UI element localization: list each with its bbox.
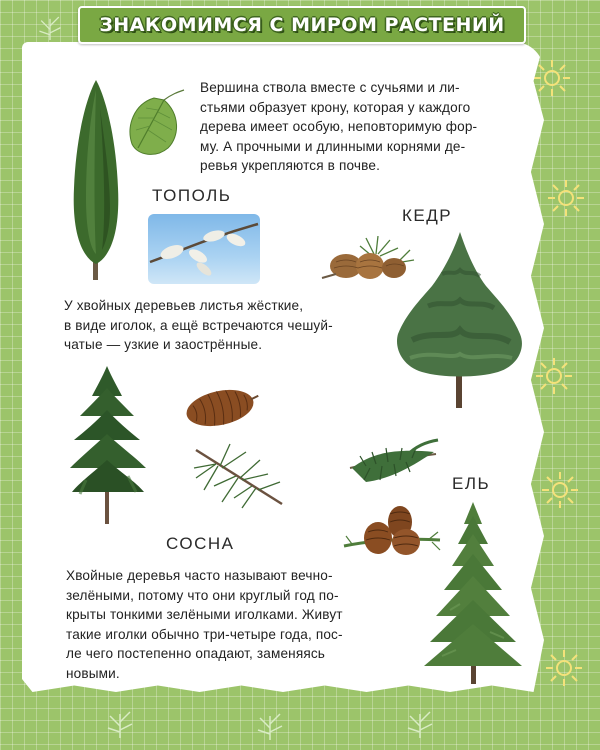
text-line: му. А прочными и длинными корнями де- — [200, 138, 466, 154]
pine-label: СОСНА — [166, 534, 235, 553]
text-line: ле чего постепенно опадают, заменяясь — [66, 646, 326, 661]
spruce-tree-icon — [420, 500, 526, 686]
grass-sprig-decoration-icon — [100, 704, 140, 738]
text-line: стьями образует крону, которая у каждого — [200, 99, 471, 115]
sun-decoration-icon — [540, 470, 580, 510]
pine-tree-icon — [66, 364, 150, 528]
crown-paragraph — [200, 78, 477, 176]
text-line: крыты тонкими зелёными иголками. Живут — [66, 607, 343, 622]
grass-sprig-decoration-icon — [400, 704, 440, 738]
spruce-label: ЕЛЬ — [452, 474, 491, 493]
pine-cone-icon — [180, 384, 260, 432]
needles-paragraph — [64, 296, 333, 355]
poplar-label: ТОПОЛЬ — [152, 186, 232, 205]
text-line: дерева имеет особую, неповторимую фор- — [200, 119, 478, 134]
text-line: такие иголки обычно три-четыре года, пос- — [66, 626, 343, 642]
sun-decoration-icon — [544, 648, 584, 688]
text-line: новыми. — [66, 665, 120, 681]
text-line: ревья укрепляются в почве. — [200, 158, 380, 173]
text-line: чатые — узкие и заострённые. — [64, 337, 263, 352]
text-line: У хвойных деревьев листья жёсткие, — [64, 298, 304, 313]
page-header — [78, 6, 526, 44]
grass-sprig-decoration-icon — [30, 10, 70, 40]
cedar-label: КЕДР — [402, 206, 453, 225]
birch-leaf-icon — [124, 88, 186, 160]
catkin-branch-photo — [148, 214, 260, 284]
text-line: зелёными, потому что они круглый год по- — [66, 587, 339, 603]
evergreen-paragraph — [66, 566, 343, 683]
text-line: в виде иголок, а ещё встречаются чешуй- — [64, 317, 333, 333]
text-line: Вершина ствола вместе с сучьями и ли- — [200, 80, 460, 95]
cedar-tree-icon — [392, 230, 528, 410]
sun-decoration-icon — [546, 178, 586, 218]
pine-needle-branch-icon — [186, 442, 290, 514]
spruce-branch-icon — [346, 432, 440, 488]
sun-decoration-icon — [534, 356, 574, 396]
poplar-tree-icon — [66, 78, 126, 284]
grass-sprig-decoration-icon — [250, 706, 290, 740]
text-line: Хвойные деревья часто называют вечно- — [66, 568, 333, 583]
page-title: ЗНАКОМИМСЯ С МИРОМ РАСТЕНИЙ — [99, 14, 505, 36]
